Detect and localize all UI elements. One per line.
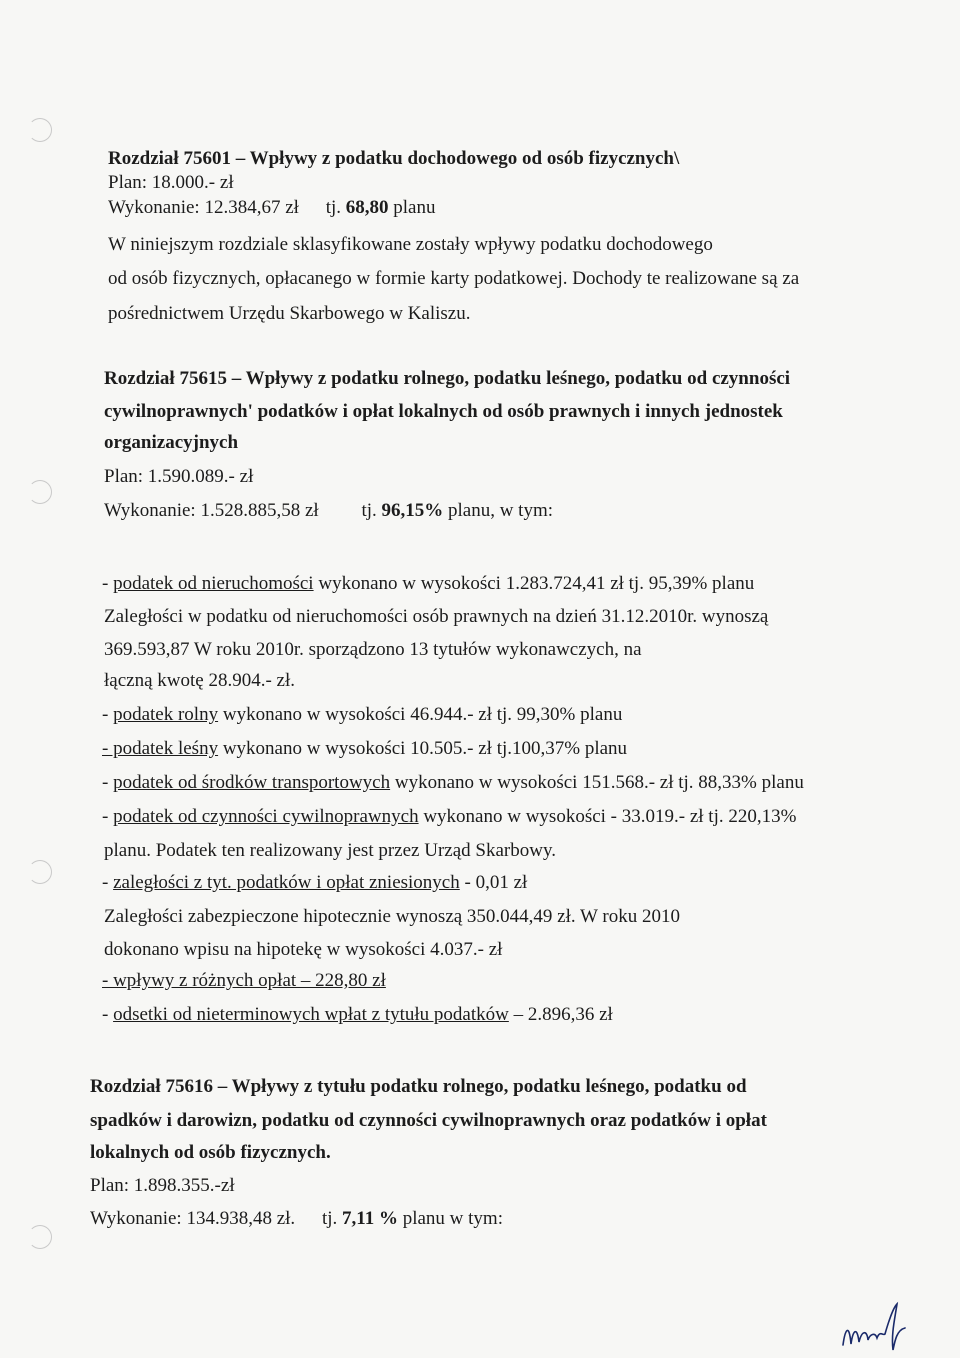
list-item-detail: dokonano wpisu na hipotekę w wysokości 4.037.- zł [104,939,503,960]
punch-hole-icon [28,118,52,142]
tj-label: tj. [361,500,377,521]
execution-rest: planu, w tym: [448,500,554,521]
section-heading-75615: Rozdział 75615 – Wpływy z podatku rolnego, podatku leśnego, podatku od czynności [104,368,791,389]
list-item-detail: łączną kwotę 28.904.- zł. [104,670,295,691]
paragraph-line: pośrednictwem Urzędu Skarbowego w Kaliszu. [108,303,471,324]
list-dash: - [102,573,114,594]
item-label: zaległości z tyt. podatków i opłat zniesionych [113,872,460,893]
execution-rest: planu w tym: [402,1208,503,1229]
execution-percent: 68,80 [345,197,389,218]
plan-75616: Plan: 1.898.355.-zł [90,1175,235,1196]
plan-75615: Plan: 1.590.089.- zł [104,466,254,487]
execution-percent: 96,15% [381,500,444,521]
list-item-transport [102,772,804,794]
tj-label: tj. [325,197,341,218]
section-heading-75616: Rozdział 75616 – Wpływy z tytułu podatku rolnego, podatku leśnego, podatku od [90,1076,747,1097]
punch-hole-icon [28,1225,52,1249]
plan-word: planu [393,197,436,218]
section-heading-75601: Rozdział 75601 – Wpływy z podatku dochodowego od osób fizycznych\ [108,148,680,169]
list-item-odsetki [102,1004,613,1026]
signature-icon [835,1300,915,1355]
execution-percent: 7,11 % [342,1208,398,1229]
execution-75615 [104,500,553,522]
plan-75601: Plan: 18.000.- zł [108,172,234,193]
item-label: podatek od nieruchomości [113,573,314,594]
item-value: – 2.896,36 zł [508,1004,613,1025]
list-dash: - [102,806,114,827]
item-label: podatek od czynności cywilnoprawnych [113,806,419,827]
list-item-detail: Zaległości w podatku od nieruchomości osób prawnych na dzień 31.12.2010r. wynoszą [104,606,769,627]
execution-label: Wykonanie: 134.938,48 zł. [90,1208,296,1229]
item-label: - podatek leśny [102,738,219,759]
execution-75616 [90,1208,503,1230]
list-item-rolny [102,704,622,726]
paragraph-line: W niniejszym rozdziale sklasyfikowane zostały wpływy podatku dochodowego [108,234,713,255]
item-value: wykonano w wysokości 151.568.- zł tj. 88,33% planu [390,772,804,793]
section-heading-75615-line3: organizacyjnych [104,432,239,453]
list-item-detail: Zaległości zabezpieczone hipotecznie wynoszą 350.044,49 zł. W roku 2010 [104,906,680,927]
list-item-lesny [102,738,627,760]
list-item-detail: planu. Podatek ten realizowany jest przez Urząd Skarbowy. [104,840,556,861]
section-heading-75616-line3: lokalnych od osób fizycznych. [90,1142,331,1163]
execution-label: Wykonanie: 1.528.885,58 zł [104,500,319,521]
list-dash: - [102,1004,114,1025]
list-item-czynnosci [102,806,796,828]
list-item-oplaty [102,970,386,992]
item-label: podatek rolny [113,704,219,725]
list-item-detail: 369.593,87 W roku 2010r. sporządzono 13 tytułów wykonawczych, na [104,639,642,660]
execution-75601 [108,197,435,219]
item-value: - 0,01 zł [459,872,528,893]
item-value: wykonano w wysokości 46.944.- zł tj. 99,30% planu [218,704,623,725]
item-label: - wpływy z różnych opłat – 228,80 zł [102,970,386,991]
item-label: odsetki od nieterminowych wpłat z tytułu podatków [113,1004,509,1025]
item-value: wykonano w wysokości 10.505.- zł tj.100,37% planu [218,738,628,759]
punch-hole-icon [28,860,52,884]
list-item-nieruchomosci [102,573,754,595]
list-dash: - [102,772,114,793]
list-dash: - [102,872,114,893]
paragraph-line: od osób fizycznych, opłacanego w formie karty podatkowej. Dochody te realizowane są za [108,268,800,289]
item-value: wykonano w wysokości 1.283.724,41 zł tj. 95,39% planu [313,573,755,594]
tj-label: tj. [321,1208,338,1229]
execution-label: Wykonanie: 12.384,67 zł [108,197,299,218]
punch-hole-icon [28,480,52,504]
section-heading-75615-line2: cywilnoprawnych' podatków i opłat lokalnych od osób prawnych i innych jednostek [104,401,783,422]
item-value: wykonano w wysokości - 33.019.- zł tj. 220,13% [418,806,797,827]
list-dash: - [102,704,114,725]
item-label: podatek od środków transportowych [113,772,391,793]
section-heading-75616-line2: spadków i darowizn, podatku od czynności cywilnoprawnych oraz podatków i opłat [90,1110,767,1131]
list-item-zaleglosci [102,872,527,894]
